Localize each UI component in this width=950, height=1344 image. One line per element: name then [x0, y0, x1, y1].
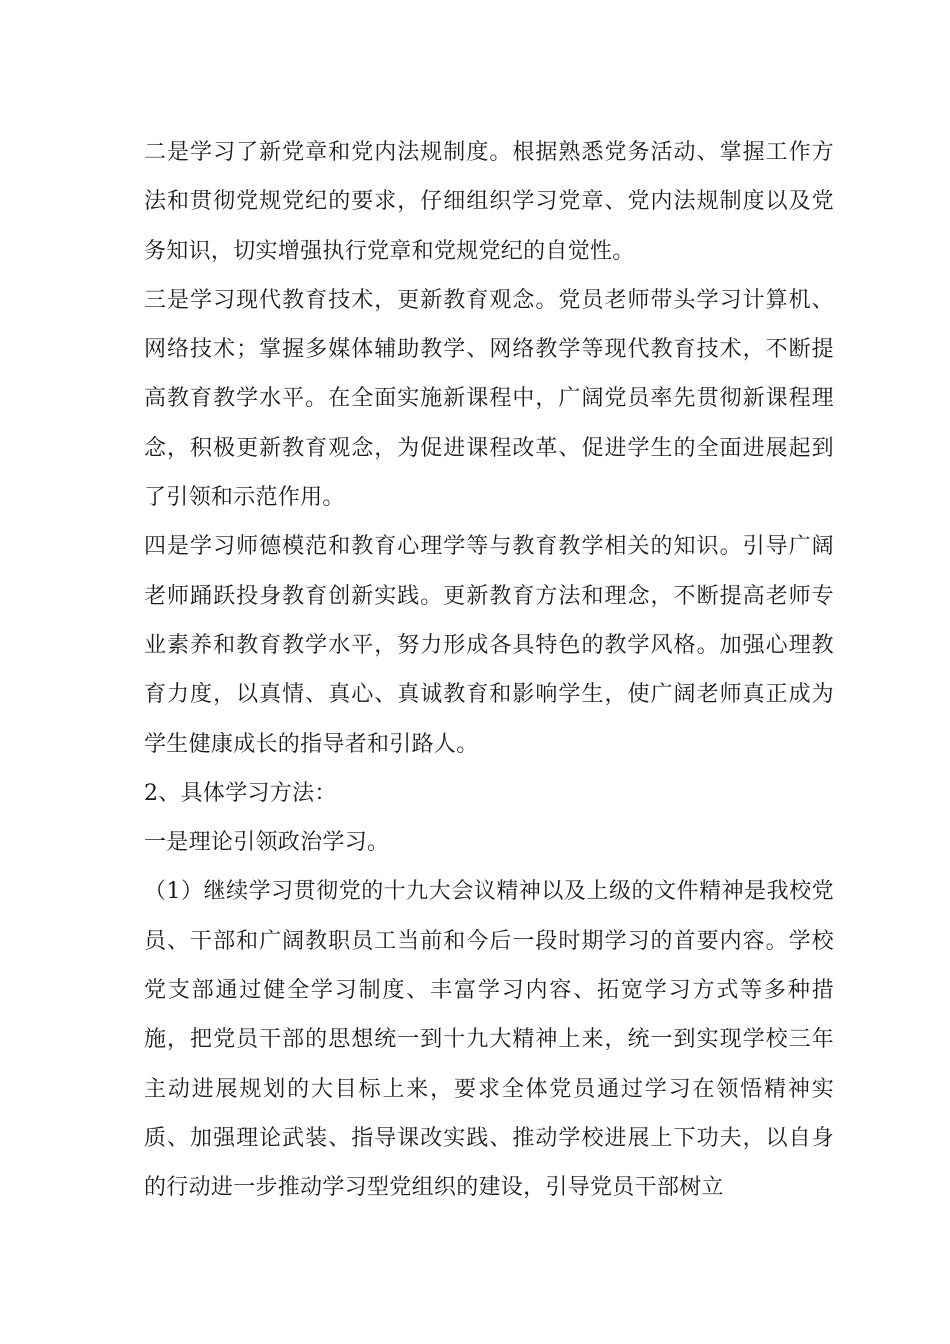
- subheading-theory-study: 一是理论引领政治学习。: [144, 830, 390, 856]
- document-body: [144, 128, 834, 1213]
- section-heading-study-methods: 2、具体学习方法：: [144, 780, 337, 806]
- paragraph-teacher-ethics: 四是学习师德模范和教育心理学等与教育教学相关的知识。引导广阔老师踊跃投身教育创新实践。更新教育方法和理念，不断提高老师专业素养和教育教学水平，努力形成各具特色的教学风格。加强心理教育力度，以真情、真心、真诚教育和影响学生，使广阔老师真正成为学生健康成长的指导者和引路人。: [144, 534, 834, 757]
- paragraph-education-technology: 三是学习现代教育技术，更新教育观念。党员老师带头学习计算机、网络技术；掌握多媒体辅助教学、网络教学等现代教育技术，不断提高教育教学水平。在全面实施新课程中，广阔党员率先贯彻新课程理念，积极更新教育观念，为促进课程改革、促进学生的全面进展起到了引领和示范作用。: [144, 287, 834, 511]
- paragraph-party-rules: 二是学习了新党章和党内法规制度。根据熟悉党务活动、掌握工作方法和贯彻党规党纪的要求，仔细组织学习党章、党内法规制度以及党务知识，切实增强执行党章和党规党纪的自觉性。: [144, 140, 834, 264]
- paragraph-nineteenth-congress: （1）继续学习贯彻党的十九大会议精神以及上级的文件精神是我校党员、干部和广阔教职员工当前和今后一段时期学习的首要内容。学校党支部通过健全学习制度、丰富学习内容、拓宽学习方式等多种措施，把党员干部的思想统一到十九大精神上来，统一到实现学校三年主动进展规划的大目标上来，要求全体党员通过学习在领悟精神实质、加强理论武装、指导课改实践、推动学校进展上下功夫，以自身的行动进一步推动学习型党组织的建设，引导党员干部树立: [144, 879, 834, 1201]
